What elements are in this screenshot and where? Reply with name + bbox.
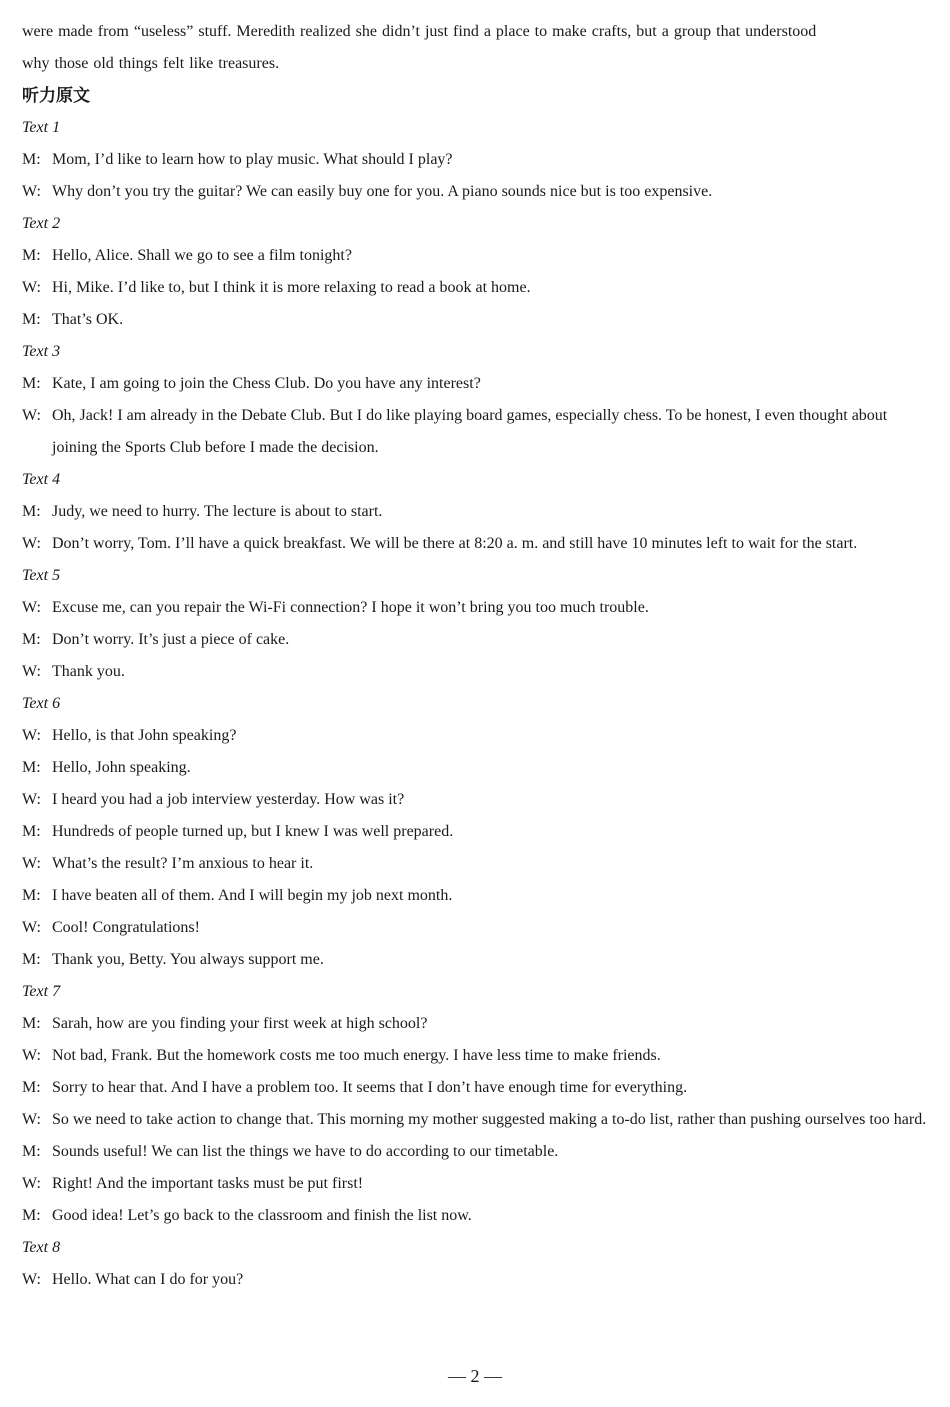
page-number: — 2 — <box>448 1366 502 1386</box>
speaker-tag: W: <box>22 791 41 808</box>
text-label: Text 1 <box>22 119 61 136</box>
speaker-tag: M: <box>22 375 41 392</box>
intro-line-2: why those old things felt like treasures. <box>22 55 280 72</box>
dialogue-line <box>22 752 930 784</box>
dialogue-line <box>22 368 930 400</box>
dialogue-text: Right! And the important tasks must be put first! <box>52 1175 364 1192</box>
text-label: Text 5 <box>22 567 61 584</box>
dialogue-text: Excuse me, can you repair the Wi-Fi connection? I hope it won’t bring you too much trouble. <box>52 599 649 616</box>
speaker-tag: W: <box>22 1175 41 1192</box>
dialogue-line <box>22 1168 930 1200</box>
dialogue-text: Hello, John speaking. <box>52 759 191 776</box>
dialogue-line <box>22 144 930 176</box>
speaker-tag: M: <box>22 631 41 648</box>
text-label: Text 8 <box>22 1239 61 1256</box>
dialogue-text: I heard you had a job interview yesterday. How was it? <box>52 791 405 808</box>
section-heading: 听力原文 <box>22 86 90 106</box>
speaker-tag: M: <box>22 311 41 328</box>
dialogue-text: Mom, I’d like to learn how to play music. What should I play? <box>52 151 453 168</box>
speaker-tag: M: <box>22 759 41 776</box>
dialogue-line <box>22 656 930 688</box>
speaker-tag: W: <box>22 183 41 200</box>
dialogue-line <box>22 592 930 624</box>
speaker-tag: M: <box>22 247 41 264</box>
dialogue-line <box>22 176 930 208</box>
transcript <box>22 112 930 1296</box>
speaker-tag: W: <box>22 599 41 616</box>
speaker-tag: W: <box>22 663 41 680</box>
dialogue-text: Thank you, Betty. You always support me. <box>52 951 324 968</box>
dialogue-line <box>22 1104 930 1136</box>
dialogue-text: Sarah, how are you finding your first week at high school? <box>52 1015 428 1032</box>
dialogue-text: Sorry to hear that. And I have a problem too. It seems that I don’t have enough time for everything. <box>52 1079 688 1096</box>
dialogue-text: Don’t worry. It’s just a piece of cake. <box>52 631 290 648</box>
text-label: Text 7 <box>22 983 61 1000</box>
speaker-tag: M: <box>22 151 41 168</box>
speaker-tag: W: <box>22 1271 41 1288</box>
text-label: Text 2 <box>22 215 61 232</box>
dialogue-text: Sounds useful! We can list the things we have to do according to our timetable. <box>52 1143 559 1160</box>
intro-line-1: were made from “useless” stuff. Meredith realized she didn’t just find a place to make crafts, but a group that understood <box>22 23 817 40</box>
speaker-tag: W: <box>22 855 41 872</box>
speaker-tag: M: <box>22 823 41 840</box>
speaker-tag: M: <box>22 1079 41 1096</box>
dialogue-line <box>22 1200 930 1232</box>
speaker-tag: W: <box>22 279 41 296</box>
dialogue-text: Hundreds of people turned up, but I knew I was well prepared. <box>52 823 454 840</box>
dialogue-line <box>22 848 930 880</box>
dialogue-line <box>22 1136 930 1168</box>
dialogue-text: Don’t worry, Tom. I’ll have a quick breakfast. We will be there at 8:20 a. m. and still have 10 minutes left to wait for the start. <box>52 535 858 552</box>
dialogue-line <box>22 1072 930 1104</box>
dialogue-text: Not bad, Frank. But the homework costs me too much energy. I have less time to make friends. <box>52 1047 661 1064</box>
dialogue-line <box>22 944 930 976</box>
dialogue-text: Kate, I am going to join the Chess Club. Do you have any interest? <box>52 375 481 392</box>
dialogue-text: Hello, is that John speaking? <box>52 727 237 744</box>
dialogue-line <box>22 1264 930 1296</box>
speaker-tag: M: <box>22 887 41 904</box>
speaker-tag: M: <box>22 951 41 968</box>
dialogue-line <box>22 304 930 336</box>
dialogue-text: Judy, we need to hurry. The lecture is about to start. <box>52 503 383 520</box>
dialogue-line <box>22 880 930 912</box>
speaker-tag: M: <box>22 1015 41 1032</box>
dialogue-text: What’s the result? I’m anxious to hear it. <box>52 855 314 872</box>
dialogue-line <box>22 1008 930 1040</box>
speaker-tag: W: <box>22 407 41 424</box>
dialogue-text: Why don’t you try the guitar? We can easily buy one for you. A piano sounds nice but is too expensive. <box>52 183 713 200</box>
speaker-tag: M: <box>22 1207 41 1224</box>
dialogue-line <box>22 272 930 304</box>
text-label: Text 6 <box>22 695 61 712</box>
dialogue-text: So we need to take action to change that. This morning my mother suggested making a to-do list, rather than pushing ourselves too hard. <box>52 1111 927 1128</box>
dialogue-text: Hi, Mike. I’d like to, but I think it is more relaxing to read a book at home. <box>52 279 531 296</box>
dialogue-line <box>22 496 930 528</box>
dialogue-text: Hello. What can I do for you? <box>52 1271 244 1288</box>
dialogue-text: Oh, Jack! I am already in the Debate Club. But I do like playing board games, especially chess. To be honest, I even thought about joining the Sports Club before I made the decision. <box>52 407 888 456</box>
dialogue-text: Hello, Alice. Shall we go to see a film tonight? <box>52 247 352 264</box>
speaker-tag: W: <box>22 535 41 552</box>
dialogue-line <box>22 912 930 944</box>
speaker-tag: W: <box>22 727 41 744</box>
dialogue-line <box>22 400 930 464</box>
dialogue-text: I have beaten all of them. And I will begin my job next month. <box>52 887 453 904</box>
dialogue-line <box>22 784 930 816</box>
dialogue-line <box>22 1040 930 1072</box>
text-label: Text 3 <box>22 343 61 360</box>
dialogue-text: Thank you. <box>52 663 125 680</box>
dialogue-line <box>22 720 930 752</box>
dialogue-line <box>22 624 930 656</box>
dialogue-line <box>22 240 930 272</box>
dialogue-line <box>22 816 930 848</box>
document-page <box>22 16 930 1296</box>
dialogue-text: That’s OK. <box>52 311 124 328</box>
speaker-tag: W: <box>22 1111 41 1128</box>
dialogue-text: Good idea! Let’s go back to the classroom and finish the list now. <box>52 1207 472 1224</box>
speaker-tag: W: <box>22 919 41 936</box>
text-label: Text 4 <box>22 471 61 488</box>
dialogue-line <box>22 528 930 560</box>
dialogue-text: Cool! Congratulations! <box>52 919 200 936</box>
speaker-tag: M: <box>22 503 41 520</box>
speaker-tag: M: <box>22 1143 41 1160</box>
speaker-tag: W: <box>22 1047 41 1064</box>
